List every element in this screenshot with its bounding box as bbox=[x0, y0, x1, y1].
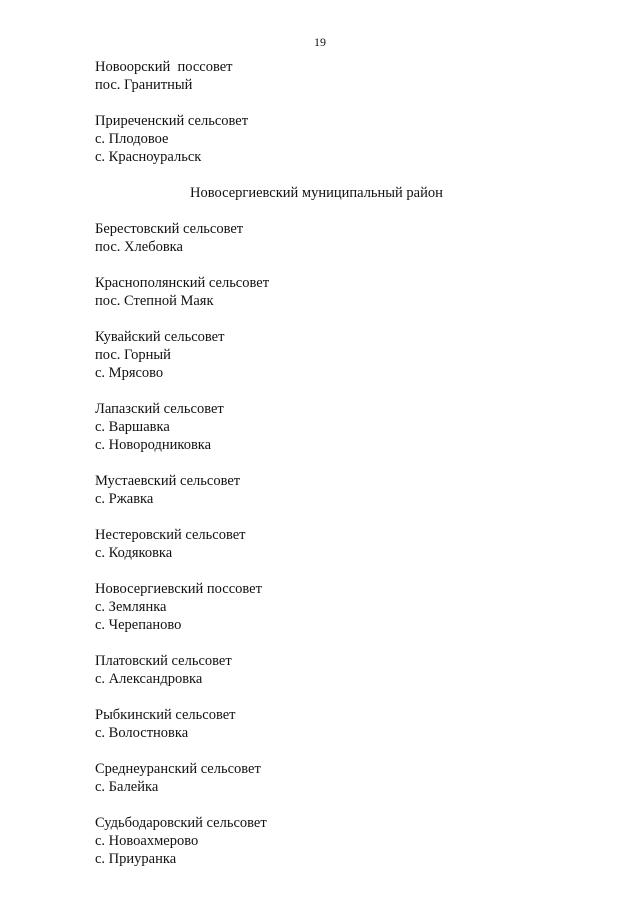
settlement-name: пос. Горный bbox=[95, 347, 171, 363]
council-group bbox=[95, 814, 575, 868]
settlement-name: с. Кодяковка bbox=[95, 545, 173, 561]
district-heading: Новосергиевский муниципальный район bbox=[190, 185, 443, 201]
council-group bbox=[95, 472, 575, 508]
settlement-name: с. Черепаново bbox=[95, 617, 182, 633]
council-group bbox=[95, 760, 575, 796]
council-group bbox=[95, 400, 575, 454]
council-name: Нестеровский сельсовет bbox=[95, 527, 246, 543]
council-name: Мустаевский сельсовет bbox=[95, 473, 241, 489]
settlement-name: с. Новородниковка bbox=[95, 437, 212, 453]
document-body bbox=[95, 58, 575, 886]
council-name: Краснополянский сельсовет bbox=[95, 275, 270, 291]
council-name: Рыбкинский сельсовет bbox=[95, 707, 236, 723]
council-group bbox=[95, 526, 575, 562]
council-name: Лапазский сельсовет bbox=[95, 401, 224, 417]
council-group bbox=[95, 328, 575, 382]
settlement-name: с. Волостновка bbox=[95, 725, 189, 741]
settlement-name: с. Плодовое bbox=[95, 131, 169, 147]
settlement-name: с. Ржавка bbox=[95, 491, 154, 507]
council-name: Среднеуранский сельсовет bbox=[95, 761, 261, 777]
council-name: Приреченский сельсовет bbox=[95, 113, 249, 129]
council-group bbox=[95, 652, 575, 688]
settlement-name: с. Варшавка bbox=[95, 419, 170, 435]
council-name: Судьбодаровский сельсовет bbox=[95, 815, 267, 831]
settlement-name: с. Мрясово bbox=[95, 365, 164, 381]
council-name: Платовский сельсовет bbox=[95, 653, 232, 669]
council-name: Новосергиевский поссовет bbox=[95, 581, 262, 597]
council-name: Новоорский поссовет bbox=[95, 59, 233, 75]
council-name: Кувайский сельсовет bbox=[95, 329, 225, 345]
page-number: 19 bbox=[314, 35, 326, 49]
settlement-name: с. Балейка bbox=[95, 779, 159, 795]
council-group bbox=[95, 580, 575, 634]
settlement-name: пос. Степной Маяк bbox=[95, 293, 214, 309]
council-group bbox=[95, 706, 575, 742]
council-group bbox=[95, 58, 575, 94]
council-group bbox=[95, 112, 575, 166]
council-group bbox=[95, 274, 575, 310]
settlement-name: с. Приуранка bbox=[95, 851, 177, 867]
council-name: Берестовский сельсовет bbox=[95, 221, 244, 237]
council-group bbox=[95, 220, 575, 256]
settlement-name: с. Красноуральск bbox=[95, 149, 202, 165]
settlement-name: с. Землянка bbox=[95, 599, 167, 615]
settlement-name: пос. Хлебовка bbox=[95, 239, 183, 255]
settlement-name: с. Новоахмерово bbox=[95, 833, 199, 849]
settlement-name: с. Александровка bbox=[95, 671, 203, 687]
settlement-name: пос. Гранитный bbox=[95, 77, 193, 93]
